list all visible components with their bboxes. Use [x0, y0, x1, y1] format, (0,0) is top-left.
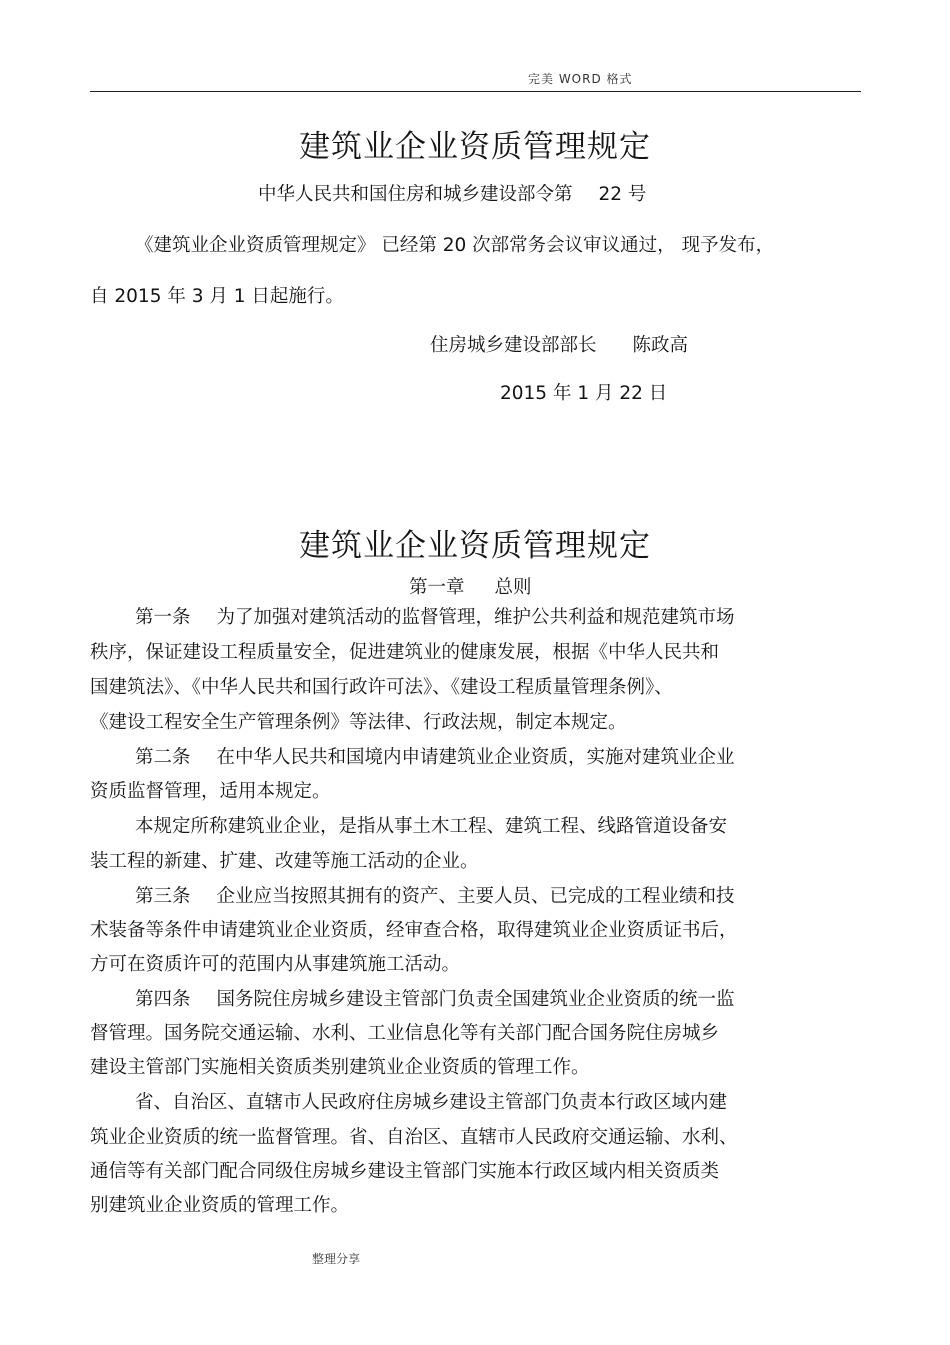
document-title: 建筑业企业资质管理规定	[299, 129, 651, 165]
regulation-title: 建筑业企业资质管理规定	[299, 528, 651, 564]
article-3-label: 第三条	[135, 886, 191, 907]
article-4-para-2-line-1: 省、自治区、直辖市人民政府住房城乡建设主管部门负责本行政区域内建	[135, 1092, 728, 1113]
chapter-heading	[409, 573, 532, 599]
article-4-line-1: 第四条 国务院住房城乡建设主管部门负责全国建筑业企业资质的统一监	[135, 989, 735, 1010]
article-4-para-2-line-3: 通信等有关部门配合同级住房城乡建设主管部门实施本行政区域内相关资质类	[90, 1161, 720, 1182]
signatory-name: 陈政高	[632, 335, 689, 356]
article-3-line-2: 术装备等条件申请建筑业企业资质，经审查合格，取得建筑业企业资质证书后，	[90, 920, 738, 941]
article-4-para-2-line-4: 别建筑业企业资质的管理工作。	[90, 1195, 350, 1216]
article-4-line-2: 督管理。国务院交通运输、水利、工业信息化等有关部门配合国务院住房城乡	[90, 1023, 720, 1044]
article-2-label: 第二条	[135, 747, 191, 768]
article-1-line-2: 秩序，保证建设工程质量安全，促进建筑业的健康发展，根据《中华人民共和	[90, 642, 720, 663]
article-1-label: 第一条	[135, 607, 191, 628]
article-3-line-1: 第三条 企业应当按照其拥有的资产、主要人员、已完成的工程业绩和技	[135, 886, 735, 907]
article-1-line-3: 国建筑法》、《中华人民共和国行政许可法》、《建设工程质量管理条例》、	[90, 677, 673, 698]
article-2-line-2: 资质监督管理，适用本规定。	[90, 781, 331, 802]
signatory-title: 住房城乡建设部部长	[430, 335, 597, 356]
article-4-line-3: 建设主管部门实施相关资质类别建筑业企业资质的管理工作。	[90, 1057, 590, 1078]
preamble-line-1: 《建筑业企业资质管理规定》 已经第 20 次部常务会议审议通过， 现予发布，	[135, 235, 775, 256]
chapter-label: 第一章	[409, 577, 465, 598]
signature-line	[430, 331, 688, 357]
preamble-line-2: 自 2015 年 3 月 1 日起施行。	[90, 286, 344, 307]
decree-number-line	[258, 180, 646, 206]
article-1-line-1: 第一条 为了加强对建筑活动的监督管理，维护公共利益和规范建筑市场	[135, 607, 735, 628]
article-4-label: 第四条	[135, 989, 191, 1010]
page-header-text: 完美 WORD 格式	[528, 72, 633, 86]
decree-issuer: 中华人民共和国住房和城乡建设部令第	[258, 184, 573, 205]
article-2-para-2-line-2: 装工程的新建、扩建、改建等施工活动的企业。	[90, 851, 479, 872]
article-1-line-4: 《建设工程安全生产管理条例》等法律、行政法规，制定本规定。	[90, 712, 627, 733]
article-2-para-2-line-1: 本规定所称建筑业企业，是指从事土木工程、建筑工程、线路管道设备安	[135, 816, 728, 837]
article-4-para-2-line-2: 筑业企业资质的统一监督管理。省、自治区、直辖市人民政府交通运输、水利、	[90, 1127, 738, 1148]
article-2-line-1: 第二条 在中华人民共和国境内申请建筑业企业资质，实施对建筑业企业	[135, 747, 735, 768]
decree-number: 22 号	[598, 184, 647, 205]
chapter-name: 总则	[494, 577, 532, 598]
page-footer-text: 整理分享	[312, 1252, 361, 1266]
article-3-line-3: 方可在资质许可的范围内从事建筑施工活动。	[90, 954, 461, 975]
header-divider	[90, 91, 861, 92]
issue-date: 2015 年 1 月 22 日	[500, 383, 668, 404]
